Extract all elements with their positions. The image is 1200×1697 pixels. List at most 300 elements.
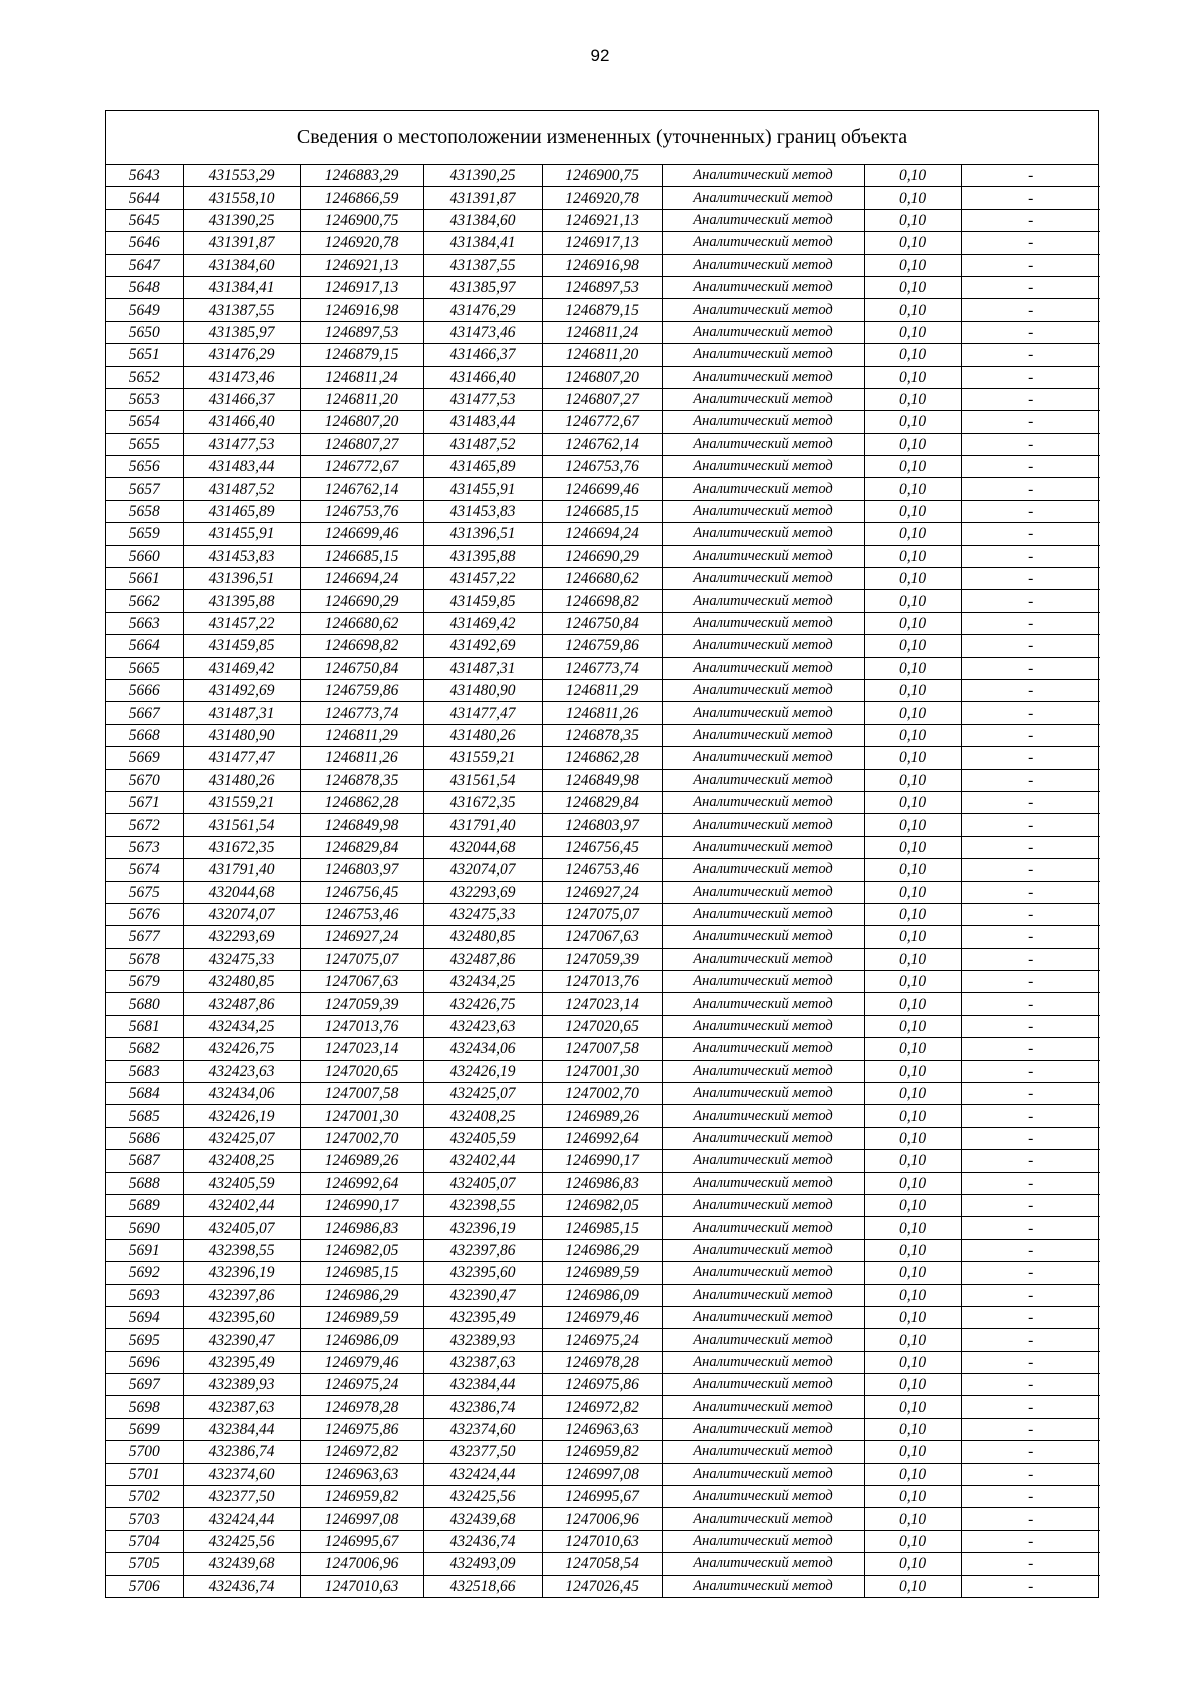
point-number-cell: 5688 <box>106 1172 183 1194</box>
point-number-cell: 5675 <box>106 881 183 903</box>
y-old-cell: 1246986,09 <box>300 1329 423 1351</box>
accuracy-cell: 0,10 <box>864 948 961 970</box>
y-new-cell: 1246975,24 <box>542 1329 662 1351</box>
note-cell: - <box>961 769 1100 791</box>
note-cell: - <box>961 187 1100 209</box>
x-old-cell: 432395,60 <box>183 1306 300 1328</box>
y-old-cell: 1246963,63 <box>300 1463 423 1485</box>
y-old-cell: 1246807,27 <box>300 433 423 455</box>
y-new-cell: 1247059,39 <box>542 948 662 970</box>
x-new-cell: 432426,75 <box>423 993 542 1015</box>
method-cell: Аналитический метод <box>662 702 864 724</box>
y-new-cell: 1246979,46 <box>542 1306 662 1328</box>
method-cell: Аналитический метод <box>662 232 864 254</box>
y-old-cell: 1246690,29 <box>300 590 423 612</box>
y-new-cell: 1246975,86 <box>542 1374 662 1396</box>
note-cell: - <box>961 1262 1100 1284</box>
table-row <box>106 366 1100 388</box>
method-cell: Аналитический метод <box>662 411 864 433</box>
y-old-cell: 1246992,64 <box>300 1172 423 1194</box>
x-new-cell: 432475,33 <box>423 903 542 925</box>
table-row <box>106 1463 1100 1485</box>
table-row <box>106 1441 1100 1463</box>
note-cell: - <box>961 366 1100 388</box>
table-row <box>106 971 1100 993</box>
x-new-cell: 432398,55 <box>423 1194 542 1216</box>
accuracy-cell: 0,10 <box>864 1553 961 1575</box>
note-cell: - <box>961 523 1100 545</box>
x-new-cell: 431384,60 <box>423 209 542 231</box>
accuracy-cell: 0,10 <box>864 612 961 634</box>
y-old-cell: 1247001,30 <box>300 1105 423 1127</box>
y-new-cell: 1246986,29 <box>542 1239 662 1261</box>
table-row <box>106 523 1100 545</box>
x-new-cell: 431391,87 <box>423 187 542 209</box>
method-cell: Аналитический метод <box>662 635 864 657</box>
note-cell: - <box>961 1015 1100 1037</box>
x-old-cell: 431561,54 <box>183 814 300 836</box>
table-row <box>106 881 1100 903</box>
note-cell: - <box>961 1396 1100 1418</box>
coordinates-table-frame <box>105 110 1099 1598</box>
x-new-cell: 432425,56 <box>423 1486 542 1508</box>
y-new-cell: 1246690,29 <box>542 545 662 567</box>
table-row <box>106 1486 1100 1508</box>
point-number-cell: 5648 <box>106 276 183 298</box>
x-old-cell: 432074,07 <box>183 903 300 925</box>
accuracy-cell: 0,10 <box>864 321 961 343</box>
y-old-cell: 1246753,46 <box>300 903 423 925</box>
x-new-cell: 432377,50 <box>423 1441 542 1463</box>
table-row <box>106 165 1100 187</box>
x-new-cell: 432423,63 <box>423 1015 542 1037</box>
note-cell: - <box>961 500 1100 522</box>
accuracy-cell: 0,10 <box>864 814 961 836</box>
method-cell: Аналитический метод <box>662 814 864 836</box>
accuracy-cell: 0,10 <box>864 1105 961 1127</box>
note-cell: - <box>961 903 1100 925</box>
y-old-cell: 1246979,46 <box>300 1351 423 1373</box>
table-row <box>106 478 1100 500</box>
y-new-cell: 1246759,86 <box>542 635 662 657</box>
accuracy-cell: 0,10 <box>864 1374 961 1396</box>
x-new-cell: 432402,44 <box>423 1150 542 1172</box>
method-cell: Аналитический метод <box>662 612 864 634</box>
x-old-cell: 432402,44 <box>183 1194 300 1216</box>
method-cell: Аналитический метод <box>662 187 864 209</box>
table-row <box>106 232 1100 254</box>
point-number-cell: 5694 <box>106 1306 183 1328</box>
x-old-cell: 432426,75 <box>183 1038 300 1060</box>
y-new-cell: 1246997,08 <box>542 1463 662 1485</box>
point-number-cell: 5686 <box>106 1127 183 1149</box>
y-old-cell: 1246995,67 <box>300 1530 423 1552</box>
y-old-cell: 1246883,29 <box>300 165 423 187</box>
table-row <box>106 635 1100 657</box>
point-number-cell: 5685 <box>106 1105 183 1127</box>
x-old-cell: 432044,68 <box>183 881 300 903</box>
point-number-cell: 5676 <box>106 903 183 925</box>
x-new-cell: 431466,37 <box>423 344 542 366</box>
table-row <box>106 299 1100 321</box>
note-cell: - <box>961 478 1100 500</box>
note-cell: - <box>961 1441 1100 1463</box>
table-row <box>106 1306 1100 1328</box>
y-new-cell: 1247020,65 <box>542 1015 662 1037</box>
x-old-cell: 431466,37 <box>183 388 300 410</box>
note-cell: - <box>961 276 1100 298</box>
y-new-cell: 1246773,74 <box>542 657 662 679</box>
accuracy-cell: 0,10 <box>864 859 961 881</box>
table-row <box>106 1396 1100 1418</box>
y-old-cell: 1246756,45 <box>300 881 423 903</box>
method-cell: Аналитический метод <box>662 344 864 366</box>
y-new-cell: 1247006,96 <box>542 1508 662 1530</box>
note-cell: - <box>961 791 1100 813</box>
method-cell: Аналитический метод <box>662 657 864 679</box>
note-cell: - <box>961 814 1100 836</box>
method-cell: Аналитический метод <box>662 948 864 970</box>
y-new-cell: 1246992,64 <box>542 1127 662 1149</box>
x-old-cell: 432434,06 <box>183 1083 300 1105</box>
point-number-cell: 5667 <box>106 702 183 724</box>
x-new-cell: 431559,21 <box>423 747 542 769</box>
accuracy-cell: 0,10 <box>864 747 961 769</box>
x-new-cell: 431457,22 <box>423 568 542 590</box>
y-old-cell: 1246694,24 <box>300 568 423 590</box>
table-row <box>106 545 1100 567</box>
y-old-cell: 1246978,28 <box>300 1396 423 1418</box>
table-row <box>106 836 1100 858</box>
point-number-cell: 5683 <box>106 1060 183 1082</box>
note-cell: - <box>961 411 1100 433</box>
accuracy-cell: 0,10 <box>864 1217 961 1239</box>
y-new-cell: 1247067,63 <box>542 926 662 948</box>
point-number-cell: 5698 <box>106 1396 183 1418</box>
point-number-cell: 5645 <box>106 209 183 231</box>
y-new-cell: 1246811,24 <box>542 321 662 343</box>
y-new-cell: 1246917,13 <box>542 232 662 254</box>
x-old-cell: 432405,59 <box>183 1172 300 1194</box>
x-new-cell: 432395,49 <box>423 1306 542 1328</box>
point-number-cell: 5649 <box>106 299 183 321</box>
point-number-cell: 5658 <box>106 500 183 522</box>
point-number-cell: 5654 <box>106 411 183 433</box>
point-number-cell: 5693 <box>106 1284 183 1306</box>
accuracy-cell: 0,10 <box>864 1508 961 1530</box>
y-new-cell: 1247075,07 <box>542 903 662 925</box>
point-number-cell: 5670 <box>106 769 183 791</box>
method-cell: Аналитический метод <box>662 679 864 701</box>
x-new-cell: 431487,52 <box>423 433 542 455</box>
note-cell: - <box>961 1038 1100 1060</box>
point-number-cell: 5691 <box>106 1239 183 1261</box>
y-new-cell: 1246750,84 <box>542 612 662 634</box>
y-new-cell: 1246772,67 <box>542 411 662 433</box>
y-new-cell: 1246849,98 <box>542 769 662 791</box>
y-new-cell: 1246753,46 <box>542 859 662 881</box>
x-old-cell: 432390,47 <box>183 1329 300 1351</box>
method-cell: Аналитический метод <box>662 836 864 858</box>
y-new-cell: 1246916,98 <box>542 254 662 276</box>
method-cell: Аналитический метод <box>662 276 864 298</box>
y-old-cell: 1246917,13 <box>300 276 423 298</box>
y-old-cell: 1246927,24 <box>300 926 423 948</box>
x-new-cell: 432396,19 <box>423 1217 542 1239</box>
point-number-cell: 5666 <box>106 679 183 701</box>
table-row <box>106 1418 1100 1440</box>
x-old-cell: 431553,29 <box>183 165 300 187</box>
table-row <box>106 657 1100 679</box>
y-new-cell: 1246694,24 <box>542 523 662 545</box>
accuracy-cell: 0,10 <box>864 657 961 679</box>
accuracy-cell: 0,10 <box>864 187 961 209</box>
table-row <box>106 859 1100 881</box>
y-new-cell: 1246685,15 <box>542 500 662 522</box>
x-new-cell: 432408,25 <box>423 1105 542 1127</box>
point-number-cell: 5705 <box>106 1553 183 1575</box>
x-old-cell: 431791,40 <box>183 859 300 881</box>
method-cell: Аналитический метод <box>662 1015 864 1037</box>
y-new-cell: 1246829,84 <box>542 791 662 813</box>
x-old-cell: 432434,25 <box>183 1015 300 1037</box>
accuracy-cell: 0,10 <box>864 1329 961 1351</box>
point-number-cell: 5668 <box>106 724 183 746</box>
x-old-cell: 432377,50 <box>183 1486 300 1508</box>
x-old-cell: 431477,47 <box>183 747 300 769</box>
accuracy-cell: 0,10 <box>864 1262 961 1284</box>
table-title: Сведения о местоположении измененных (уточненных) границ объекта <box>106 111 1098 165</box>
x-old-cell: 431672,35 <box>183 836 300 858</box>
table-row <box>106 1374 1100 1396</box>
table-row <box>106 388 1100 410</box>
point-number-cell: 5660 <box>106 545 183 567</box>
note-cell: - <box>961 1194 1100 1216</box>
accuracy-cell: 0,10 <box>864 590 961 612</box>
x-old-cell: 432389,93 <box>183 1374 300 1396</box>
accuracy-cell: 0,10 <box>864 1284 961 1306</box>
x-new-cell: 432293,69 <box>423 881 542 903</box>
y-old-cell: 1246921,13 <box>300 254 423 276</box>
note-cell: - <box>961 209 1100 231</box>
method-cell: Аналитический метод <box>662 1217 864 1239</box>
point-number-cell: 5701 <box>106 1463 183 1485</box>
y-new-cell: 1246995,67 <box>542 1486 662 1508</box>
method-cell: Аналитический метод <box>662 747 864 769</box>
table-row <box>106 814 1100 836</box>
note-cell: - <box>961 165 1100 187</box>
method-cell: Аналитический метод <box>662 1463 864 1485</box>
method-cell: Аналитический метод <box>662 1508 864 1530</box>
table-row <box>106 1172 1100 1194</box>
x-old-cell: 431559,21 <box>183 791 300 813</box>
method-cell: Аналитический метод <box>662 1105 864 1127</box>
y-new-cell: 1246807,20 <box>542 366 662 388</box>
accuracy-cell: 0,10 <box>864 456 961 478</box>
method-cell: Аналитический метод <box>662 1150 864 1172</box>
x-old-cell: 431453,83 <box>183 545 300 567</box>
method-cell: Аналитический метод <box>662 523 864 545</box>
note-cell: - <box>961 1329 1100 1351</box>
note-cell: - <box>961 1083 1100 1105</box>
x-old-cell: 432425,07 <box>183 1127 300 1149</box>
x-old-cell: 432424,44 <box>183 1508 300 1530</box>
accuracy-cell: 0,10 <box>864 388 961 410</box>
y-old-cell: 1246753,76 <box>300 500 423 522</box>
table-row <box>106 1351 1100 1373</box>
note-cell: - <box>961 993 1100 1015</box>
y-new-cell: 1246963,63 <box>542 1418 662 1440</box>
note-cell: - <box>961 299 1100 321</box>
note-cell: - <box>961 1463 1100 1485</box>
point-number-cell: 5680 <box>106 993 183 1015</box>
table-row <box>106 321 1100 343</box>
x-new-cell: 431466,40 <box>423 366 542 388</box>
x-old-cell: 431487,31 <box>183 702 300 724</box>
x-new-cell: 431672,35 <box>423 791 542 813</box>
method-cell: Аналитический метод <box>662 1530 864 1552</box>
accuracy-cell: 0,10 <box>864 1194 961 1216</box>
x-new-cell: 432386,74 <box>423 1396 542 1418</box>
y-old-cell: 1246811,24 <box>300 366 423 388</box>
point-number-cell: 5656 <box>106 456 183 478</box>
y-old-cell: 1246866,59 <box>300 187 423 209</box>
accuracy-cell: 0,10 <box>864 1530 961 1552</box>
y-old-cell: 1246997,08 <box>300 1508 423 1530</box>
method-cell: Аналитический метод <box>662 254 864 276</box>
accuracy-cell: 0,10 <box>864 1038 961 1060</box>
y-old-cell: 1246975,24 <box>300 1374 423 1396</box>
y-new-cell: 1246921,13 <box>542 209 662 231</box>
x-new-cell: 431390,25 <box>423 165 542 187</box>
accuracy-cell: 0,10 <box>864 1418 961 1440</box>
y-new-cell: 1246699,46 <box>542 478 662 500</box>
accuracy-cell: 0,10 <box>864 791 961 813</box>
y-old-cell: 1247010,63 <box>300 1575 423 1597</box>
x-new-cell: 431455,91 <box>423 478 542 500</box>
y-old-cell: 1246862,28 <box>300 791 423 813</box>
x-new-cell: 431459,85 <box>423 590 542 612</box>
method-cell: Аналитический метод <box>662 1418 864 1440</box>
page-number: 92 <box>590 46 610 65</box>
x-old-cell: 431459,85 <box>183 635 300 657</box>
y-old-cell: 1246879,15 <box>300 344 423 366</box>
accuracy-cell: 0,10 <box>864 209 961 231</box>
x-old-cell: 432387,63 <box>183 1396 300 1418</box>
table-row <box>106 500 1100 522</box>
x-new-cell: 431492,69 <box>423 635 542 657</box>
table-row <box>106 1553 1100 1575</box>
x-new-cell: 432405,59 <box>423 1127 542 1149</box>
x-old-cell: 431469,42 <box>183 657 300 679</box>
y-new-cell: 1246762,14 <box>542 433 662 455</box>
table-row <box>106 456 1100 478</box>
table-row <box>106 1127 1100 1149</box>
x-new-cell: 432405,07 <box>423 1172 542 1194</box>
y-old-cell: 1246897,53 <box>300 321 423 343</box>
accuracy-cell: 0,10 <box>864 724 961 746</box>
method-cell: Аналитический метод <box>662 209 864 231</box>
note-cell: - <box>961 1105 1100 1127</box>
note-cell: - <box>961 433 1100 455</box>
table-row <box>106 769 1100 791</box>
note-cell: - <box>961 568 1100 590</box>
point-number-cell: 5704 <box>106 1530 183 1552</box>
accuracy-cell: 0,10 <box>864 881 961 903</box>
x-old-cell: 432398,55 <box>183 1239 300 1261</box>
point-number-cell: 5697 <box>106 1374 183 1396</box>
note-cell: - <box>961 747 1100 769</box>
point-number-cell: 5679 <box>106 971 183 993</box>
method-cell: Аналитический метод <box>662 299 864 321</box>
note-cell: - <box>961 1306 1100 1328</box>
y-old-cell: 1246986,83 <box>300 1217 423 1239</box>
note-cell: - <box>961 859 1100 881</box>
table-row <box>106 1083 1100 1105</box>
table-row <box>106 568 1100 590</box>
y-new-cell: 1246989,59 <box>542 1262 662 1284</box>
table-row <box>106 1284 1100 1306</box>
table-row <box>106 1329 1100 1351</box>
y-new-cell: 1246811,29 <box>542 679 662 701</box>
y-old-cell: 1246989,26 <box>300 1150 423 1172</box>
x-old-cell: 432397,86 <box>183 1284 300 1306</box>
x-old-cell: 431480,90 <box>183 724 300 746</box>
point-number-cell: 5682 <box>106 1038 183 1060</box>
x-new-cell: 432374,60 <box>423 1418 542 1440</box>
point-number-cell: 5653 <box>106 388 183 410</box>
method-cell: Аналитический метод <box>662 366 864 388</box>
accuracy-cell: 0,10 <box>864 903 961 925</box>
y-old-cell: 1246807,20 <box>300 411 423 433</box>
x-new-cell: 431483,44 <box>423 411 542 433</box>
accuracy-cell: 0,10 <box>864 1306 961 1328</box>
method-cell: Аналитический метод <box>662 1441 864 1463</box>
table-row <box>106 254 1100 276</box>
y-old-cell: 1246920,78 <box>300 232 423 254</box>
point-number-cell: 5657 <box>106 478 183 500</box>
y-old-cell: 1246989,59 <box>300 1306 423 1328</box>
y-new-cell: 1246807,27 <box>542 388 662 410</box>
note-cell: - <box>961 657 1100 679</box>
point-number-cell: 5678 <box>106 948 183 970</box>
y-new-cell: 1247058,54 <box>542 1553 662 1575</box>
accuracy-cell: 0,10 <box>864 1396 961 1418</box>
note-cell: - <box>961 1150 1100 1172</box>
y-old-cell: 1246985,15 <box>300 1262 423 1284</box>
table-row <box>106 187 1100 209</box>
y-new-cell: 1246811,26 <box>542 702 662 724</box>
method-cell: Аналитический метод <box>662 456 864 478</box>
table-row <box>106 1194 1100 1216</box>
note-cell: - <box>961 1374 1100 1396</box>
accuracy-cell: 0,10 <box>864 1172 961 1194</box>
accuracy-cell: 0,10 <box>864 1060 961 1082</box>
x-new-cell: 432074,07 <box>423 859 542 881</box>
accuracy-cell: 0,10 <box>864 1351 961 1373</box>
x-old-cell: 431492,69 <box>183 679 300 701</box>
accuracy-cell: 0,10 <box>864 433 961 455</box>
y-new-cell: 1247007,58 <box>542 1038 662 1060</box>
y-new-cell: 1246982,05 <box>542 1194 662 1216</box>
point-number-cell: 5651 <box>106 344 183 366</box>
table-row <box>106 702 1100 724</box>
accuracy-cell: 0,10 <box>864 1083 961 1105</box>
note-cell: - <box>961 948 1100 970</box>
accuracy-cell: 0,10 <box>864 344 961 366</box>
method-cell: Аналитический метод <box>662 1262 864 1284</box>
point-number-cell: 5652 <box>106 366 183 388</box>
